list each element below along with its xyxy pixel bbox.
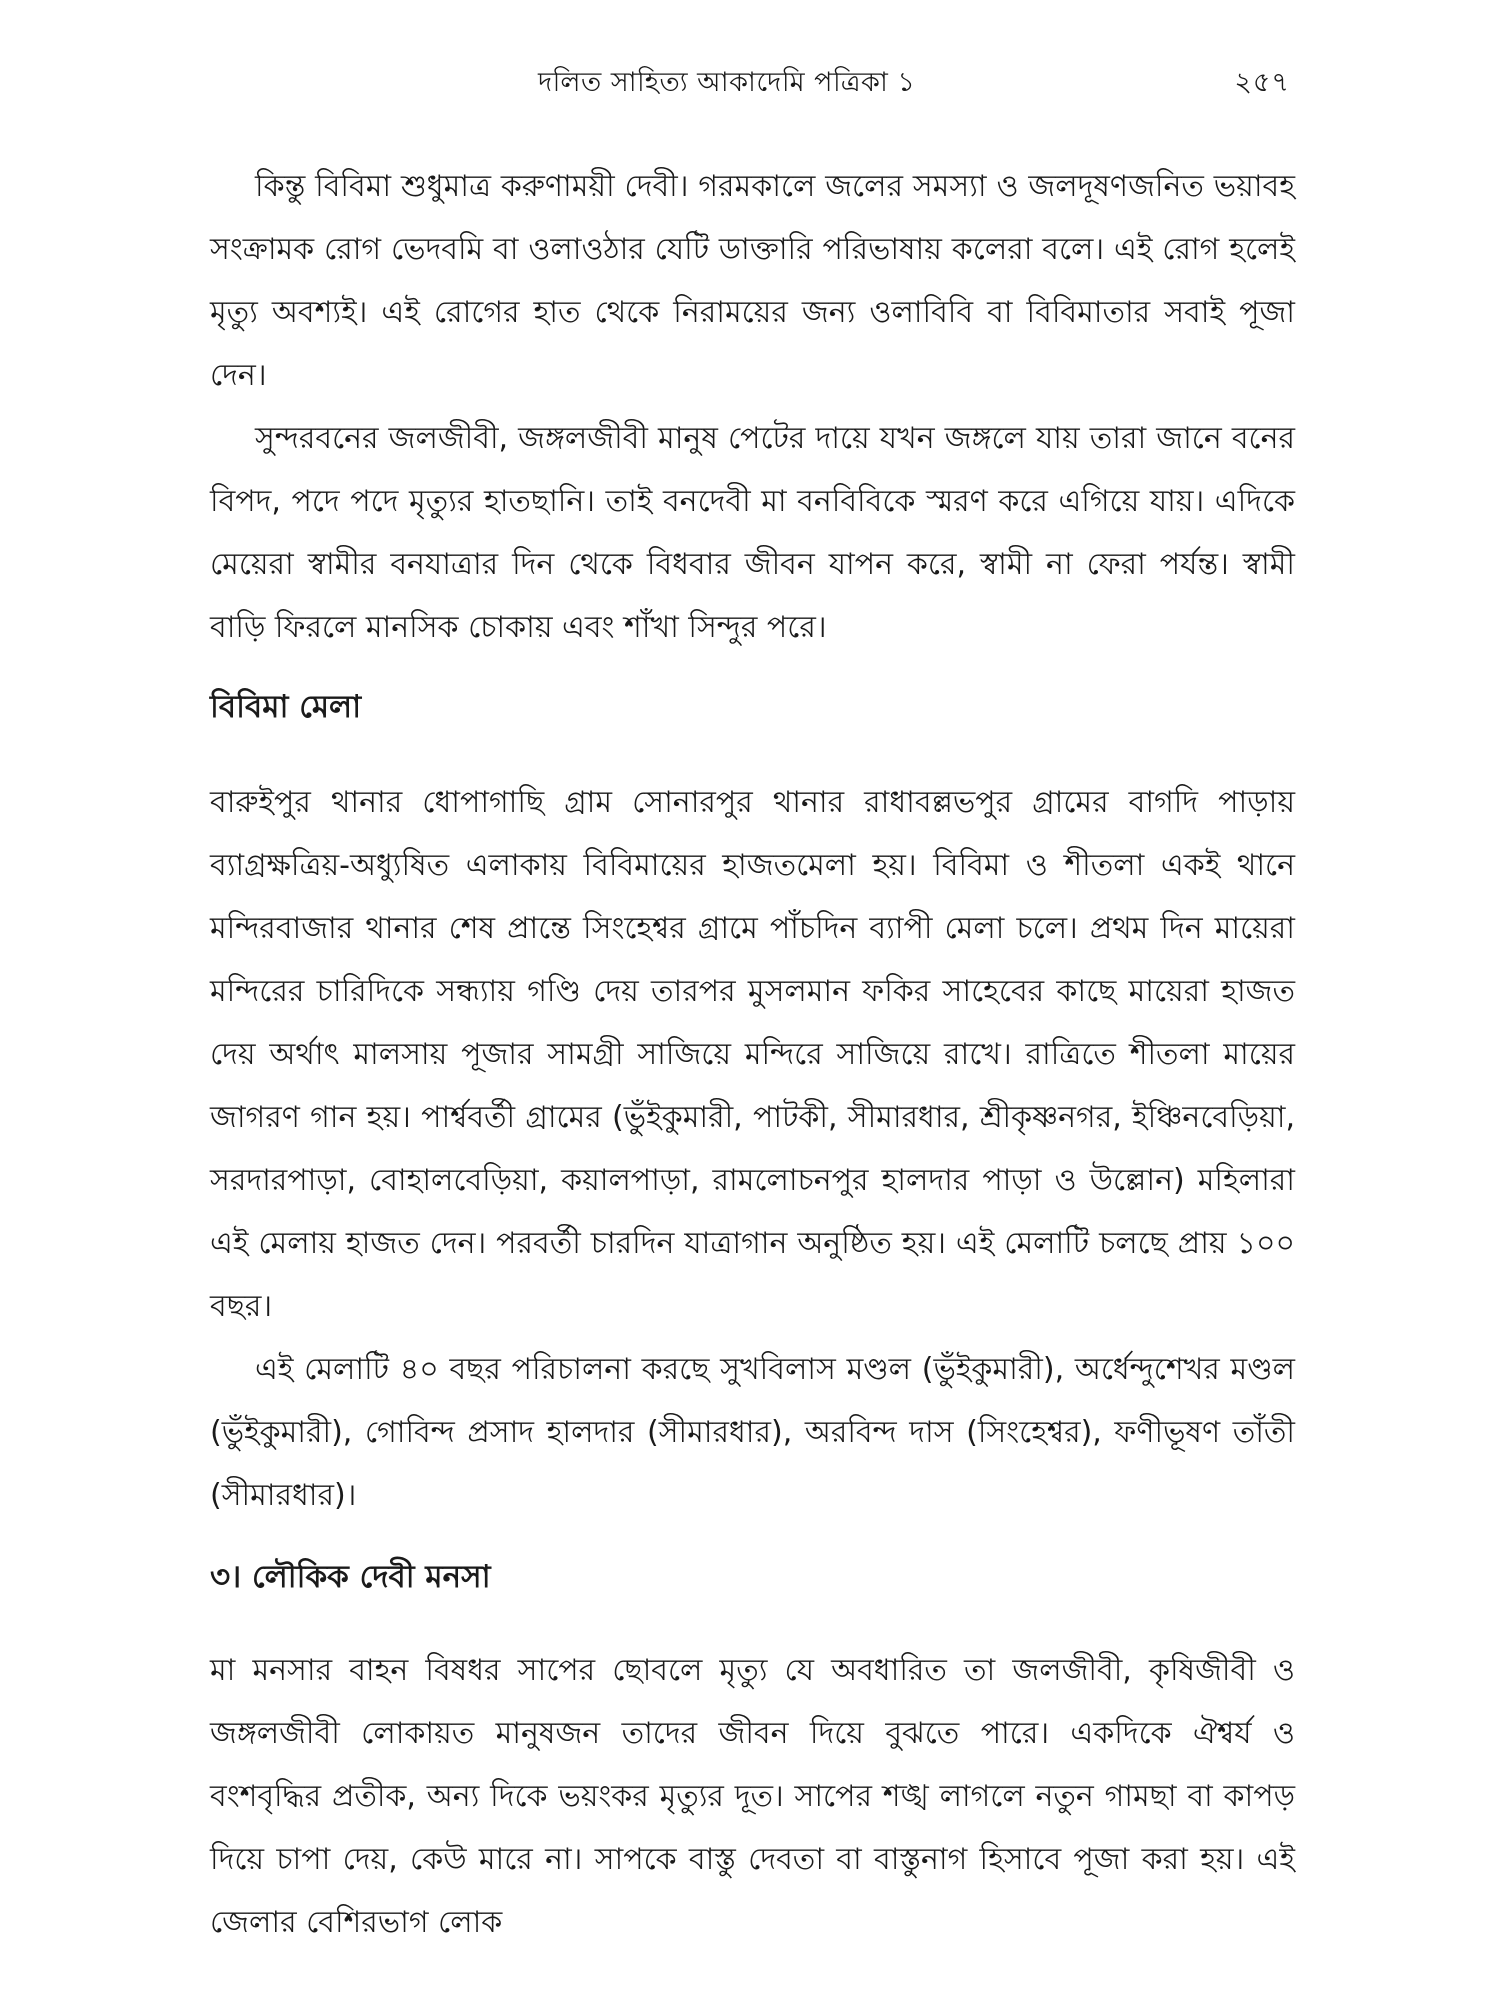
page-body <box>210 155 1295 1954</box>
page-number: ২৫৭ <box>1234 67 1290 98</box>
running-header <box>210 58 1290 102</box>
paragraph-sundarban: সুন্দরবনের জলজীবী, জঙ্গলজীবী মানুষ পেটের দায়ে যখন জঙ্গলে যায় তারা জানে বনের বিপদ, পদে পদে মৃত্যুর হাতছানি। তাই বনদেবী মা বনবিবিকে স্মরণ করে এগিয়ে যায়। এদিকে মেয়েরা স্বামীর বনযাত্রার দিন থেকে বিধবার জীবন যাপন করে, স্বামী না ফেরা পর্যন্ত। স্বামী বাড়ি ফিরলে মানসিক চোকায় এবং শাঁখা সিন্দুর পরে। <box>210 421 1295 645</box>
paragraph-mela-organizers: এই মেলাটি ৪০ বছর পরিচালনা করছে সুখবিলাস মণ্ডল (ভুঁইকুমারী), অর্ধেন্দুশেখর মণ্ডল (ভুঁইকুমারী), গোবিন্দ প্রসাদ হালদার (সীমারধার), অরবিন্দ দাস (সিংহেশ্বর), ফণীভূষণ তাঁতী (সীমারধার)। <box>210 1352 1295 1513</box>
section-heading-manasa: ৩। লৌকিক দেবী মনসা <box>210 1559 491 1595</box>
section-heading-bibima-mela: বিবিমা মেলা <box>210 689 362 725</box>
journal-title: দলিত সাহিত্য আকাদেমি পত্রিকা ১ <box>538 67 916 98</box>
paragraph-mela-description: বারুইপুর থানার ধোপাগাছি গ্রাম সোনারপুর থানার রাধাবল্লভপুর গ্রামের বাগদি পাড়ায় ব্যাগ্রক্ষত্রিয়-অধ্যুষিত এলাকায় বিবিমায়ের হাজতমেলা হয়। বিবিমা ও শীতলা একই থানে মন্দিরবাজার থানার শেষ প্রান্তে সিংহেশ্বর গ্রামে পাঁচদিন ব্যাপী মেলা চলে। প্রথম দিন মায়েরা মন্দিরের চারিদিকে সন্ধ্যায় গণ্ডি দেয় তারপর মুসলমান ফকির সাহেবের কাছে মায়েরা হাজত দেয় অর্থাৎ মালসায় পূজার সামগ্রী সাজিয়ে মন্দিরে সাজিয়ে রাখে। রাত্রিতে শীতলা মায়ের জাগরণ গান হয়। পার্শ্ববর্তী গ্রামের (ভুঁইকুমারী, পাটকী, সীমারধার, শ্রীকৃষ্ণনগর, ইঞ্চিনবেড়িয়া, সরদারপাড়া, বোহালবেড়িয়া, কয়ালপাড়া, রামলোচনপুর হালদার পাড়া ও উল্লোন) মহিলারা এই মেলায় হাজত দেন। পরবর্তী চারদিন যাত্রাগান অনুষ্ঠিত হয়। এই মেলাটি চলছে প্রায় ১০০ বছর। <box>210 785 1295 1324</box>
paragraph-bibima-intro: কিন্তু বিবিমা শুধুমাত্র করুণাময়ী দেবী। গরমকালে জলের সমস্যা ও জলদূষণজনিত ভয়াবহ সংক্রামক রোগ ভেদবমি বা ওলাওঠার যেটি ডাক্তারি পরিভাষায় কলেরা বলে। এই রোগ হলেই মৃত্যু অবশ্যই। এই রোগের হাত থেকে নিরাময়ের জন্য ওলাবিবি বা বিবিমাতার সবাই পূজা দেন। <box>210 169 1295 393</box>
paragraph-manasa: মা মনসার বাহন বিষধর সাপের ছোবলে মৃত্যু যে অবধারিত তা জলজীবী, কৃষিজীবী ও জঙ্গলজীবী লোকায়ত মানুষজন তাদের জীবন দিয়ে বুঝতে পারে। একদিকে ঐশ্বর্য ও বংশবৃদ্ধির প্রতীক, অন্য দিকে ভয়ংকর মৃত্যুর দূত। সাপের শঙ্খ লাগলে নতুন গামছা বা কাপড় দিয়ে চাপা দেয়, কেউ মারে না। সাপকে বাস্তু দেবতা বা বাস্তুনাগ হিসাবে পূজা করা হয়। এই জেলার বেশিরভাগ লোক <box>210 1653 1295 1940</box>
